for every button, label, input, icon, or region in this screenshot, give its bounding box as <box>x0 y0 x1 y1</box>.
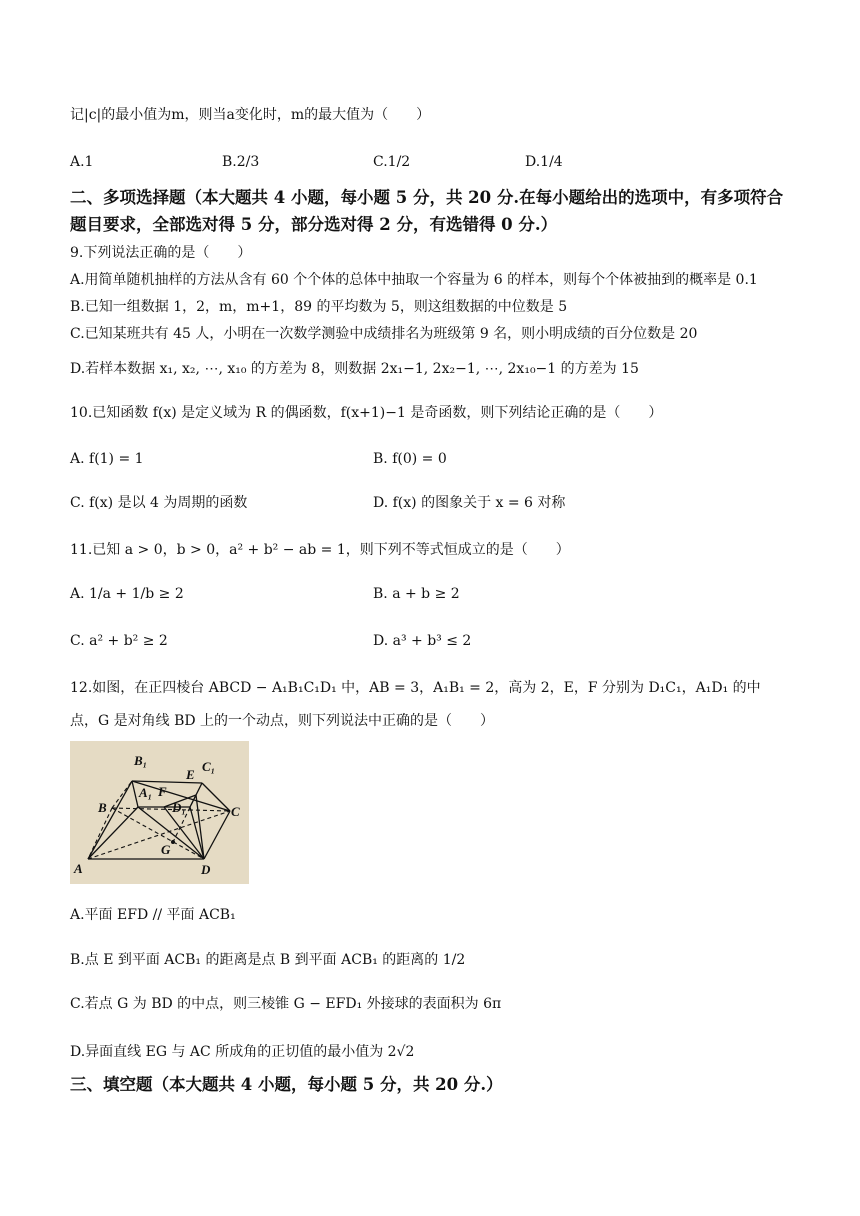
q11-option-d: D. a³ + b³ ≤ 2 <box>373 633 472 649</box>
q9-option-b: B.已知一组数据 1，2，m，m+1，89 的平均数为 5，则这组数据的中位数是 5 <box>70 299 568 315</box>
section3-heading: 三、填空题（本大题共 4 小题，每小题 5 分，共 20 分.） <box>70 1075 503 1094</box>
label-c: C <box>231 804 240 819</box>
q12-option-a: A.平面 EFD // 平面 ACB₁ <box>70 907 236 923</box>
q8-option-c: C.1/2 <box>373 154 411 170</box>
edge-bb1-hidden <box>112 781 132 808</box>
q12-option-b: B.点 E 到平面 ACB₁ 的距离是点 B 到平面 ACB₁ 的距离的 1/2 <box>70 952 466 968</box>
q9-stem: 9.下列说法正确的是（ ） <box>70 245 252 261</box>
q12-stem-line1: 12.如图，在正四棱台 ABCD − A₁B₁C₁D₁ 中，AB = 3，A₁B₁ = 2，高为 2，E，F 分别为 D₁C₁，A₁D₁ 的中 <box>70 680 761 696</box>
edge-b1-a1 <box>132 781 138 807</box>
q11-option-a: A. 1/a + 1/b ≥ 2 <box>70 586 184 602</box>
edge-bc-hidden <box>112 808 230 811</box>
q10-stem: 10.已知函数 f(x) 是定义域为 R 的偶函数，f(x+1)−1 是奇函数，则下列结论正确的是（ ） <box>70 405 663 421</box>
label-a1: A₁ <box>139 785 153 800</box>
q12-option-c: C.若点 G 为 BD 的中点，则三棱锥 G − EFD₁ 外接球的表面积为 6π <box>70 996 502 1012</box>
q11-option-c: C. a² + b² ≥ 2 <box>70 633 168 649</box>
label-g: G <box>161 842 171 857</box>
label-d1: D₁ <box>172 800 186 815</box>
q8-option-d: D.1/4 <box>525 154 563 170</box>
q9-option-d: D.若样本数据 x₁, x₂, ⋯, x₁₀ 的方差为 8，则数据 2x₁−1, 2x₂−1, ⋯, 2x₁₀−1 的方差为 15 <box>70 361 639 377</box>
label-d: D <box>201 862 211 877</box>
q8-tail-text: 记|c|的最小值为m，则当a变化时，m的最大值为（ ） <box>70 107 431 123</box>
q10-option-a: A. f(1) = 1 <box>70 451 144 467</box>
q10-option-d: D. f(x) 的图象关于 x = 6 对称 <box>373 495 566 511</box>
label-c1: C₁ <box>202 759 216 774</box>
diagonal-bd-hidden <box>112 808 204 859</box>
edge-d1-d <box>190 807 204 859</box>
q12-stem-line2: 点，G 是对角线 BD 上的一个动点，则下列说法中正确的是（ ） <box>70 713 495 729</box>
frustum-diagram <box>70 741 249 884</box>
q10-option-b: B. f(0) = 0 <box>373 451 447 467</box>
q9-option-a: A.用简单随机抽样的方法从含有 60 个个体的总体中抽取一个容量为 6 的样本，则每个个体被抽到的概率是 0.1 <box>70 272 758 288</box>
label-b: B <box>98 800 107 815</box>
section2-heading-line1: 二、多项选择题（本大题共 4 小题，每小题 5 分，共 20 分.在每小题给出的选项中，有多项符合 <box>70 188 784 207</box>
q8-option-b: B.2/3 <box>222 154 260 170</box>
frustum-figure <box>70 741 249 884</box>
label-a: A <box>74 861 83 876</box>
section2-heading-line2: 题目要求，全部选对得 5 分，部分选对得 2 分，有选错得 0 分.） <box>70 215 558 234</box>
q10-option-c: C. f(x) 是以 4 为周期的函数 <box>70 495 248 511</box>
q11-option-b: B. a + b ≥ 2 <box>373 586 460 602</box>
q11-stem: 11.已知 a > 0，b > 0，a² + b² − ab = 1，则下列不等式恒成立的是（ ） <box>70 542 570 558</box>
diagonal-ac-hidden <box>88 811 230 859</box>
label-e: E <box>186 767 195 782</box>
q12-option-d: D.异面直线 EG 与 AC 所成角的正切值的最小值为 2√2 <box>70 1044 415 1060</box>
segment-a1-d <box>138 807 204 859</box>
q9-option-c: C.已知某班共有 45 人，小明在一次数学测验中成绩排名为班级第 9 名，则小明成绩的百分位数是 20 <box>70 326 698 342</box>
q8-option-a: A.1 <box>70 154 94 170</box>
point-g <box>171 840 175 844</box>
label-f: F <box>158 784 167 799</box>
label-b1: B₁ <box>134 753 148 768</box>
